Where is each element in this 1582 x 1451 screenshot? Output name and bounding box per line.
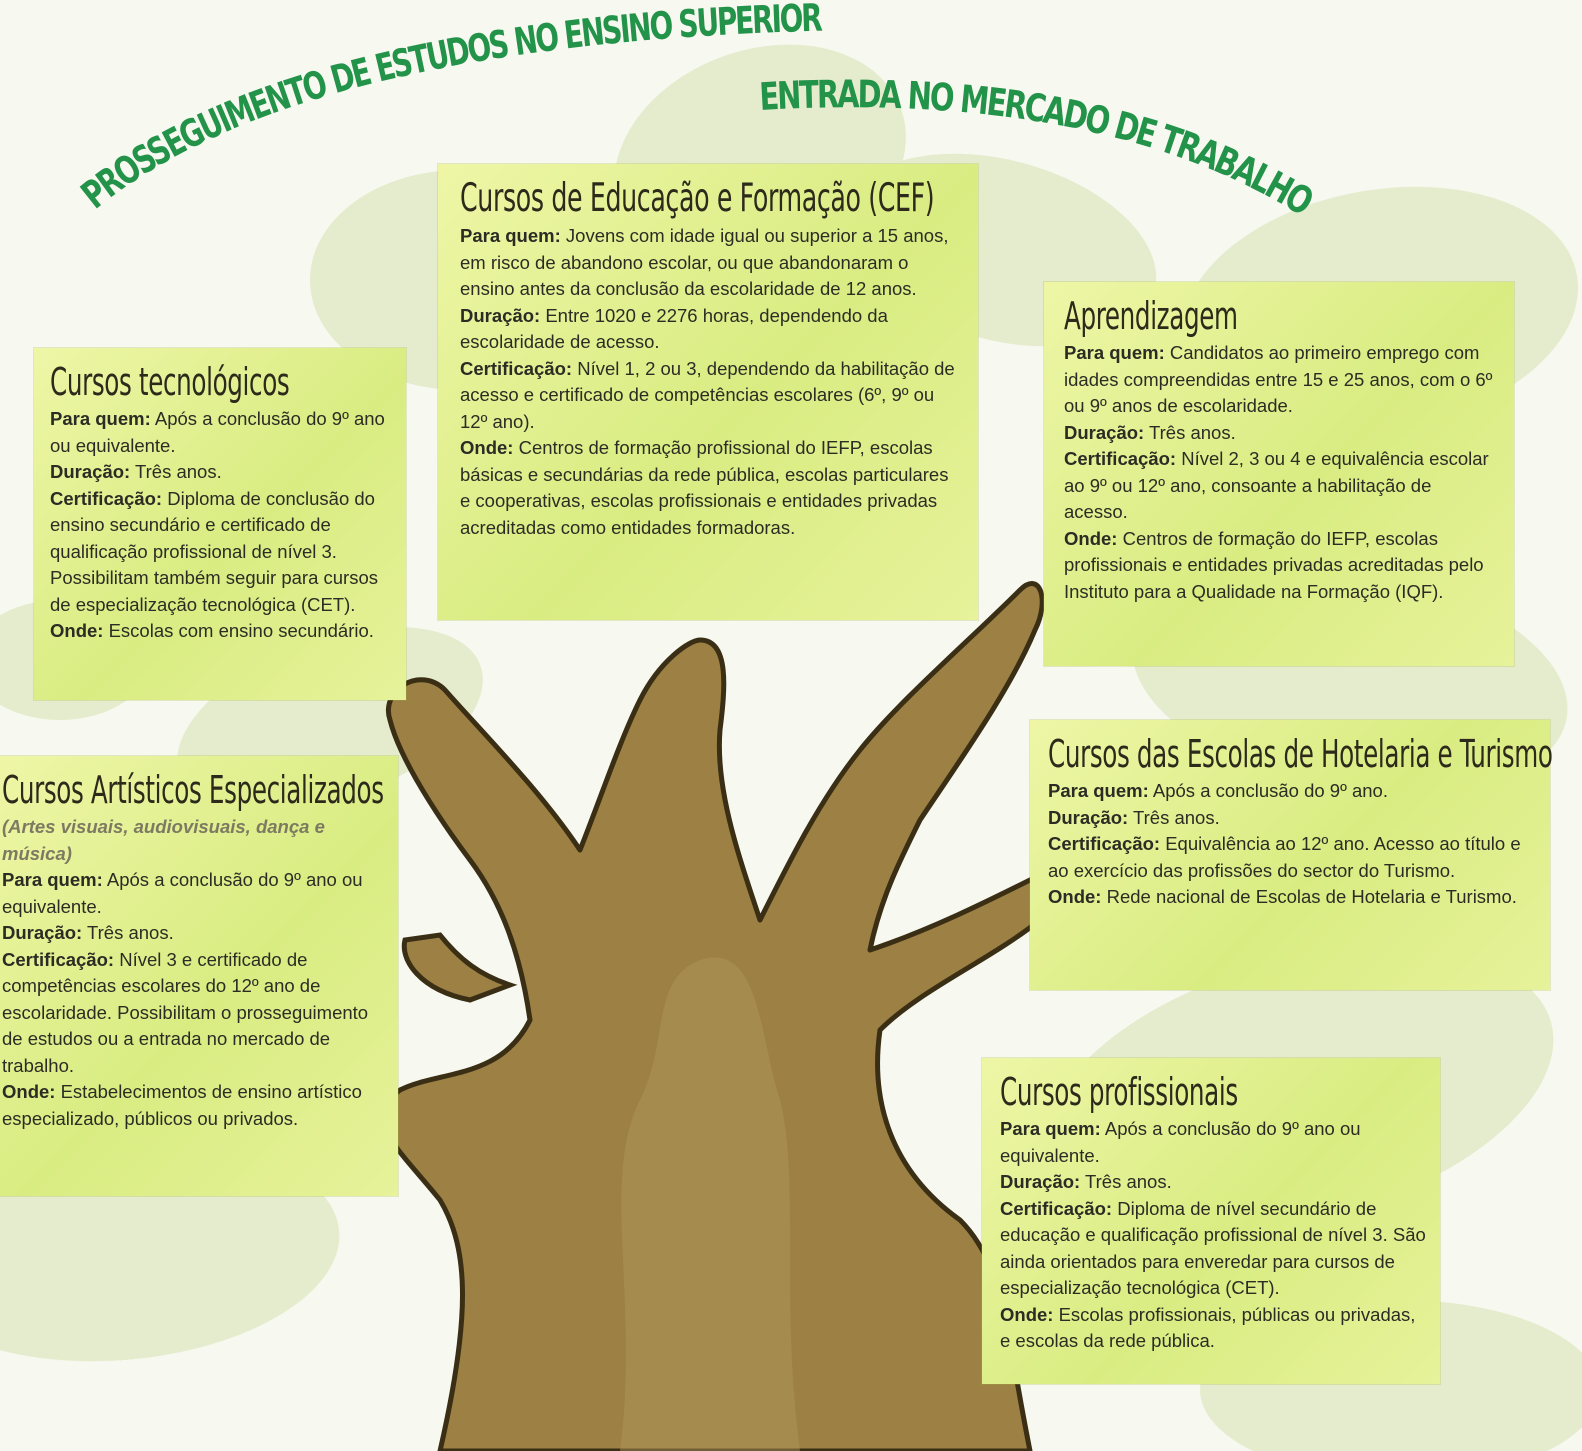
label-certificacao: Certificação:	[50, 487, 163, 509]
card-cursos-artisticos	[0, 756, 398, 1196]
onde-text: Centros de formação profissional do IEFP, escolas básicas e secundárias da rede pública, escolas particulares e cooperativas, escolas profissionais e entidades privadas acreditadas como entidades formadoras.	[460, 437, 949, 538]
card-body	[1064, 340, 1500, 605]
label-certificacao: Certificação:	[1048, 833, 1161, 854]
label-para-quem: Para quem:	[50, 408, 151, 429]
card-hotelaria-turismo	[1030, 720, 1553, 990]
label-para-quem: Para quem:	[460, 225, 561, 246]
label-duracao: Duração:	[460, 304, 541, 326]
card-title: Aprendizagem	[1064, 294, 1238, 338]
label-certificacao: Certificação:	[2, 948, 115, 970]
label-para-quem: Para quem:	[2, 869, 103, 890]
para-quem-text: Após a conclusão do 9º ano ou equivalente.	[50, 408, 385, 456]
label-certificacao: Certificação:	[460, 357, 573, 379]
duracao-text: Três anos.	[1085, 1171, 1172, 1192]
arc-title-left-path: PROSSEGUIMENTO DE ESTUDOS NO ENSINO SUPERIOR	[73, 0, 829, 218]
label-duracao: Duração:	[1048, 806, 1129, 828]
para-quem-text: Após a conclusão do 9º ano.	[1152, 780, 1388, 801]
label-duracao: Duração:	[50, 461, 131, 482]
card-body	[1048, 778, 1538, 911]
card-cursos-profissionais	[982, 1058, 1440, 1384]
label-onde: Onde:	[50, 620, 104, 641]
label-duracao: Duração:	[2, 922, 83, 943]
label-onde: Onde:	[1048, 886, 1102, 907]
onde-text: Estabelecimentos de ensino artístico especializado, públicos ou privados.	[2, 1081, 362, 1129]
card-cursos-tecnologicos	[34, 348, 406, 700]
para-quem-text: Após a conclusão do 9º ano ou equivalente.	[2, 869, 363, 917]
label-certificacao: Certificação:	[1064, 448, 1177, 469]
certificacao-text: Nível 1, 2 ou 3, dependendo da habilitação de acesso e certificado de competências escolares (6º, 9º ou 12º ano).	[460, 357, 955, 432]
card-title: Cursos Artísticos Especializados	[2, 768, 384, 812]
duracao-text: Três anos.	[87, 922, 174, 943]
label-para-quem: Para quem:	[1048, 780, 1149, 801]
duracao-text: Três anos.	[1149, 421, 1236, 443]
label-onde: Onde:	[1000, 1303, 1054, 1325]
card-aprendizagem	[1044, 282, 1514, 666]
label-para-quem: Para quem:	[1064, 342, 1165, 363]
card-body	[50, 406, 395, 645]
duracao-text: Três anos.	[135, 461, 222, 482]
certificacao-text: Nível 3 e certificado de competências escolares do 12º ano de escolaridade. Possibilitam o prosseguimento de estudos ou a entrada no mercado de trabalho.	[2, 948, 369, 1076]
para-quem-text: Jovens com idade igual ou superior a 15 anos, em risco de abandono escolar, ou que abandonaram o ensino antes da conclusão da escolaridade de 12 anos.	[460, 225, 949, 299]
label-para-quem: Para quem:	[1000, 1118, 1101, 1139]
certificacao-text: Equivalência ao 12º ano. Acesso ao título e ao exercício das profissões do sector do Turismo.	[1048, 833, 1521, 881]
card-subtitle: (Artes visuais, audiovisuais, dança e música)	[2, 816, 325, 864]
label-onde: Onde:	[460, 437, 514, 458]
tree-trunk	[383, 584, 1050, 1451]
onde-text: Rede nacional de Escolas de Hotelaria e Turismo.	[1106, 886, 1517, 907]
arc-title-right-path: ENTRADA NO MERCADO DE TRABALHO	[758, 72, 1326, 227]
onde-text: Centros de formação do IEFP, escolas profissionais e entidades privadas acreditadas pelo Instituto para a Qualidade na Formação (IQF).	[1064, 527, 1484, 602]
para-quem-text: Candidatos ao primeiro emprego com idades compreendidas entre 15 e 25 anos, com o 6º ou 9º anos de escolaridade.	[1064, 342, 1493, 416]
certificacao-text: Diploma de conclusão do ensino secundário e certificado de qualificação profissional de nível 3. Possibilitam também seguir para cursos de especialização tecnológica (CET).	[50, 487, 378, 615]
card-title: Cursos tecnológicos	[50, 360, 290, 404]
card-body	[1000, 1116, 1428, 1355]
card-cef	[438, 164, 978, 620]
duracao-text: Entre 1020 e 2276 horas, dependendo da escolaridade de acesso.	[460, 304, 888, 352]
label-certificacao: Certificação:	[1000, 1197, 1113, 1219]
card-title: Cursos profissionais	[1000, 1070, 1238, 1114]
card-body	[2, 867, 387, 1132]
certificacao-text: Diploma de nível secundário de educação e qualificação profissional de nível 3. São ainda orientados para enveredar para cursos de especialização tecnológica (CET).	[1000, 1197, 1426, 1298]
duracao-text: Três anos.	[1133, 806, 1220, 828]
para-quem-text: Após a conclusão do 9º ano ou equivalente.	[1000, 1118, 1361, 1166]
label-duracao: Duração:	[1000, 1171, 1081, 1192]
card-body	[460, 223, 960, 541]
label-onde: Onde:	[1064, 527, 1118, 549]
certificacao-text: Nível 2, 3 ou 4 e equivalência escolar ao 9º ou 12º ano, consoante a habilitação de acesso.	[1064, 448, 1489, 522]
onde-text: Escolas profissionais, públicas ou privadas, e escolas da rede pública.	[1000, 1303, 1416, 1351]
card-title: Cursos de Educação e Formação (CEF)	[460, 176, 935, 221]
card-title: Cursos das Escolas de Hotelaria e Turismo	[1048, 732, 1553, 776]
label-onde: Onde:	[2, 1081, 56, 1102]
onde-text: Escolas com ensino secundário.	[108, 620, 374, 641]
label-duracao: Duração:	[1064, 421, 1145, 443]
